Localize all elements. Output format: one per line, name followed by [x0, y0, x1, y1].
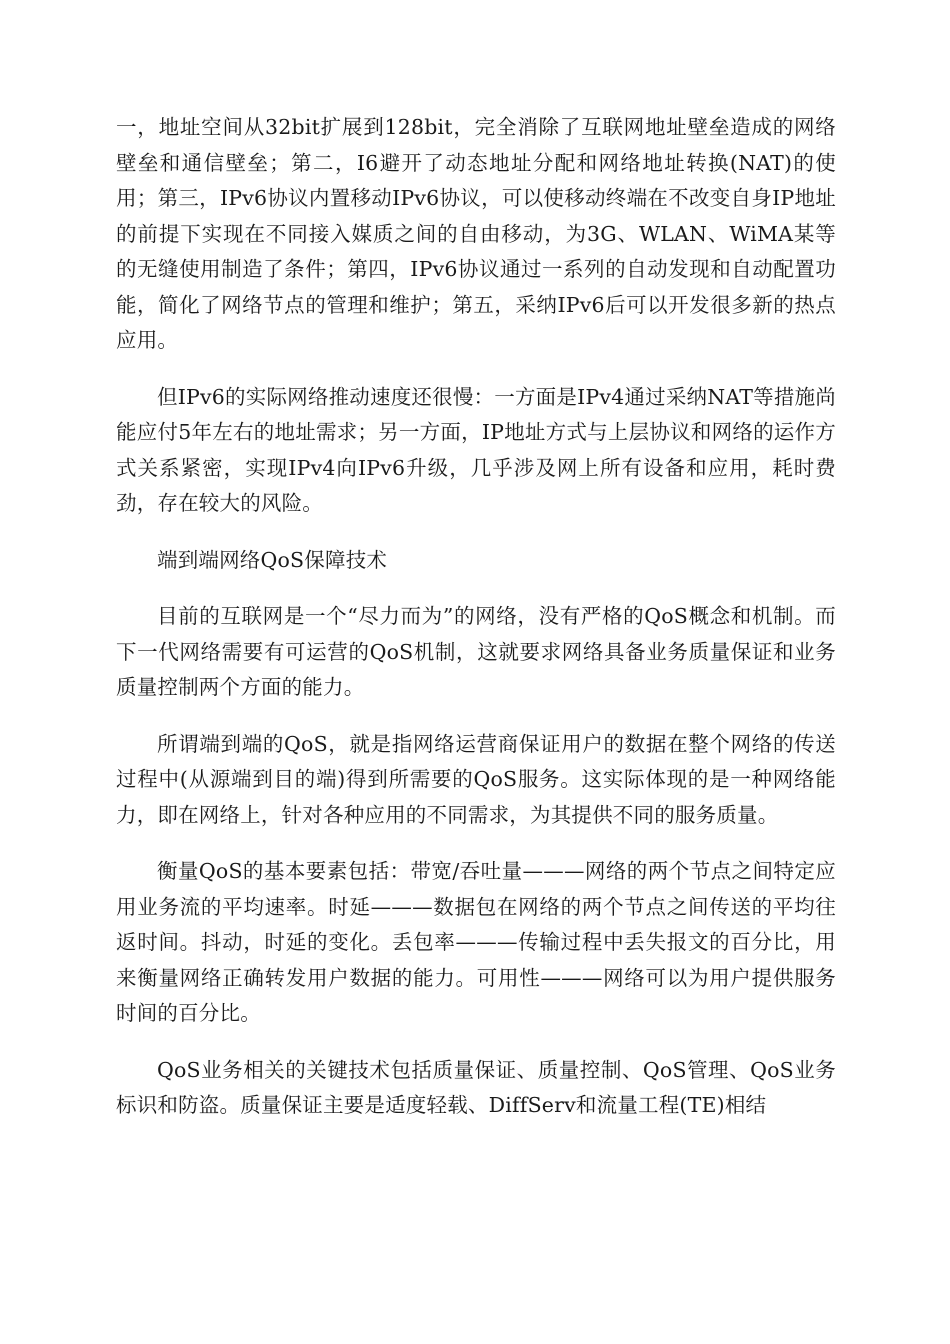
section-heading-qos: 端到端网络QoS保障技术 [157, 547, 388, 572]
paragraph-end-to-end-qos: 所谓端到端的QoS，就是指网络运营商保证用户的数据在整个网络的传送过程中(从源端到目的端)得到所需要的QoS服务。这实际体现的是一种网络能力，即在网络上，针对各种应用的不同需求，为其提供不同的服务质量。 [116, 731, 836, 827]
document-body [116, 110, 836, 1124]
paragraph-ipv6-advantages: 一，地址空间从32bit扩展到128bit，完全消除了互联网地址壁垒造成的网络壁垒和通信壁垒；第二，I6避开了动态地址分配和网络地址转换(NAT)的使用；第三，IPv6协议内置移动IPv6协议，可以使移动终端在不改变自身IP地址的前提下实现在不同接入媒质之间的自由移动，为3G、WLAN、WiMA某等的无缝使用制造了条件；第四，IPv6协议通过一系列的自动发现和自动配置功能，简化了网络节点的管理和维护；第五，采纳IPv6后可以开发很多新的热点应用。 [116, 115, 836, 352]
paragraph-qos-elements: 衡量QoS的基本要素包括：带宽/吞吐量———网络的两个节点之间特定应用业务流的平均速率。时延———数据包在网络的两个节点之间传送的平均往返时间。抖动，时延的变化。丢包率———传输过程中丢失报文的百分比，用来衡量网络正确转发用户数据的能力。可用性———网络可以为用户提供服务时间的百分比。 [116, 859, 836, 1025]
paragraph-qos-technologies: QoS业务相关的关键技术包括质量保证、质量控制、QoS管理、QoS业务标识和防盗。质量保证主要是适度轻载、DiffServ和流量工程(TE)相结 [116, 1057, 836, 1117]
paragraph-ipv6-adoption: 但IPv6的实际网络推动速度还很慢：一方面是IPv4通过采纳NAT等措施尚能应付5年左右的地址需求；另一方面，IP地址方式与上层协议和网络的运作方式关系紧密，实现IPv4向IPv6升级，几乎涉及网上所有设备和应用，耗时费劲，存在较大的风险。 [116, 384, 836, 515]
paragraph-qos-intro: 目前的互联网是一个“尽力而为”的网络，没有严格的QoS概念和机制。而下一代网络需要有可运营的QoS机制，这就要求网络具备业务质量保证和业务质量控制两个方面的能力。 [116, 604, 836, 699]
